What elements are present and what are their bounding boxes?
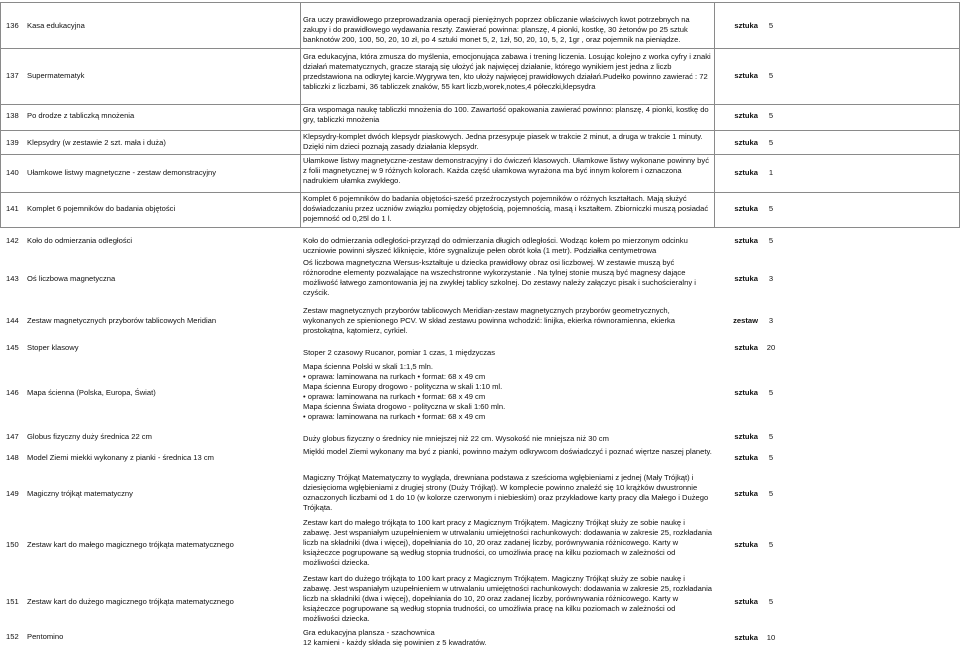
item-name: Pentomino	[27, 632, 64, 641]
item-name: Zestaw kart do małego magicznego trójkąta matematycznego	[27, 540, 234, 549]
item-description: Gra uczy prawidłowego przeprowadzania operacji pieniężnych poprzez obliczanie właściwych kwot potrzebnych na zakupy i do prawidłowego wydawania reszty. Zawierać powinna: planszę, 4 pionki, kostkę, 30 żetonów po 25 sztuk banknotów 200, 100, 50, 20, 10 zł, po 4 sztuki monet 5, 2, 1zł, 50, 20, 10, 5, 2, 1gr , oraz pojemnik na pieniądze.	[303, 15, 690, 44]
quantity: 5	[768, 489, 774, 498]
item-description: Gra wspomaga naukę tabliczki mnożenia do 100. Zawartość opakowania zawierać powinno: planszę, 4 pionki, kostkę do gry, tabliczki mnożenia	[303, 105, 709, 124]
row-number: 143	[6, 274, 19, 283]
row-number: 137	[6, 71, 19, 80]
quantity: 5	[768, 138, 774, 147]
description-line: • oprawa: laminowana na rurkach • format: 68 x 49 cm	[303, 412, 713, 422]
unit-label: sztuka	[734, 236, 758, 245]
item-name: Globus fizyczny duży średnica 22 cm	[27, 432, 152, 441]
item-description: Miękki model Ziemi wykonany ma być z pianki, powinno mażym odkrywcom doświadczyć i poznać więrtze naszej planety.	[303, 447, 712, 456]
row-number: 136	[6, 21, 19, 30]
description-line: Mapa ścienna Świata drogowo - polityczna w skali 1:60 mln.	[303, 402, 506, 411]
table-row	[0, 154, 960, 193]
item-name: Magiczny trójkąt matematyczny	[27, 489, 133, 498]
item-description: Zestaw kart do małego trójkąta to 100 kart pracy z Magicznym Trójkątem. Magiczny Trójkąt służy ze sobie naukę i zabawę. Jest wspaniałym uzupełnieniem w utrwalaniu umiejętności rachunkowych: dodawania w zakresie 25, rozkładania liczb na składniki (dwa i więcej), dopełniania do 10, 20 oraz zadanej liczby, porównywania różnicowego. Karty w książeczce pogrupowane są według stopnia trudności, co umożliwia pracę na kilku poziomach w zależności od możliwości dziecka.	[303, 518, 713, 567]
item-name: Zestaw kart do dużego magicznego trójkąta matematycznego	[27, 597, 234, 606]
row-number: 146	[6, 388, 19, 397]
table-row	[0, 517, 960, 573]
quantity: 5	[768, 453, 774, 462]
row-number: 145	[6, 343, 19, 352]
quantity: 5	[768, 432, 774, 441]
row-number: 147	[6, 432, 19, 441]
item-name: Supermatematyk	[27, 71, 85, 80]
unit-label: sztuka	[734, 274, 758, 283]
item-name: Stoper klasowy	[27, 343, 79, 352]
quantity: 5	[768, 236, 774, 245]
item-description: Koło do odmierzania odległości-przyrząd do odmierzania długich odległości. Wodząc kołem po mierzonym odcinku uczniowie powinni słyszeć kliknięcie, które sygnalizuje pełen obrót koła (1 metr). Podziałka centymetrowa	[303, 236, 688, 255]
quantity: 1	[768, 168, 774, 177]
description-line: • oprawa: laminowana na rurkach • format: 68 x 49 cm	[303, 372, 713, 382]
item-name: Zestaw magnetycznych przyborów tablicowych Meridian	[27, 316, 217, 325]
item-name: Komplet 6 pojemników do badania objętości	[27, 204, 176, 213]
unit-label: sztuka	[734, 453, 758, 462]
item-name: Kasa edukacyjna	[27, 21, 85, 30]
item-description: Stoper 2 czasowy Rucanor, pomiar 1 czas, 1 międzyczas	[303, 348, 496, 357]
item-name: Po drodze z tabliczką mnożenia	[27, 111, 135, 120]
row-number: 152	[6, 632, 19, 641]
item-name: Koło do odmierzania odległości	[27, 236, 133, 245]
quantity: 5	[768, 21, 774, 30]
item-name: Klepsydry (w zestawie 2 szt. mała i duża)	[27, 138, 166, 147]
item-description: Klepsydry-komplet dwóch klepsydr piaskowych. Jedna przesypuje piasek w trakcie 2 minut, a druga w trakcie 1 minuty. Dzięki nim dzieci poznają zasady działania klepsydr.	[303, 132, 703, 151]
quantity: 5	[768, 388, 774, 397]
unit-label: sztuka	[734, 343, 758, 352]
item-description: Magiczny Trójkąt Matematyczny to wygląda, drewniana podstawa z sześcioma wgłębieniami z jednej (Mały Trójkąt) i dziesięcioma wgłębieniami z drugiej strony (Duży Trójkąt). W komplecie powinno znaleźć się 10 krążków dwustronnie oznaczonych liczbami od 1 do 10 (w kolorze czerwonym i niebieskim) oraz przykładowe karty pracy dla Małego i Dużego Trójkąta.	[303, 473, 709, 512]
quantity: 10	[766, 633, 776, 642]
table-row	[0, 104, 960, 131]
table-row	[0, 235, 960, 257]
quantity: 5	[768, 111, 774, 120]
unit-label: sztuka	[734, 633, 758, 642]
item-description: Zestaw magnetycznych przyborów tablicowych Meridian-zestaw magnetycznych przyborów geometrycznych, wykonanych ze spienionego PCV. W skład zestawu powinna wchodzić: linijka, ekierka równoramienna, ekierka prostokątna, kątomierz, cyrkiel.	[303, 306, 676, 335]
item-name: Model Ziemi miekki wykonany z pianki - średnica 13 cm	[27, 453, 214, 462]
table-row	[0, 361, 960, 427]
table-row	[0, 192, 960, 228]
column-divider	[0, 2, 1, 227]
unit-label: sztuka	[734, 204, 758, 213]
column-divider	[714, 2, 715, 227]
item-description: Duży globus fizyczny o średnicy nie mniejszej niż 22 cm. Wysokość nie mniejsza niż 30 cm	[303, 434, 609, 443]
row-number: 150	[6, 540, 19, 549]
table-row	[0, 341, 960, 361]
table-row	[0, 431, 960, 445]
item-description: Komplet 6 pojemników do badania objętości-sześć przeźroczystych pojemników o różnych kształtach. Mają służyć doświadczaniu przez uczniów związku pomiędzy objętością, pojemnością, masą i kształtem. Zbiorniczki muszą posiadać pojemność od 0,25l do 1 l.	[303, 194, 709, 223]
table-row	[0, 446, 960, 472]
row-number: 151	[6, 597, 19, 606]
table-row	[0, 573, 960, 629]
item-description	[303, 362, 713, 426]
table-row	[0, 305, 960, 341]
row-number: 139	[6, 138, 19, 147]
item-description: Gra edukacyjna, która zmusza do myślenia, emocjonująca zabawa i trening liczenia. Losując kolejno z worka cyfry i znaki działań matematycznych, gracze starają się ułożyć jak najwięcej działanie, którego wynikiem jest jedna z liczb przedstawiona na odkrytej karcie.Wygrywa ten, kto ułoży najwięcej prawidłowych działań.Pudełko powinno zawierać : 72 tabliczki z liczbami, 36 tabliczek znaków, 55 kart liczb,worek,notes,4 półeczki,klepsydra	[303, 52, 711, 91]
unit-label: sztuka	[734, 432, 758, 441]
item-description: Ułamkowe listwy magnetyczne-zestaw demonstracyjny i do ćwiczeń klasowych. Ułamkowe listwy wykonane powinny być z folii magnetycznej w 9 różnych kolorach. Każda część ułamkowa wyrażona ma być innym kolorem i oznaczona nadrukiem ułamka zwykłego.	[303, 156, 709, 185]
quantity: 3	[768, 316, 774, 325]
row-number: 141	[6, 204, 19, 213]
table-row	[0, 48, 960, 105]
description-line: • oprawa: laminowana na rurkach • format: 68 x 49 cm	[303, 392, 713, 402]
unit-label: sztuka	[734, 597, 758, 606]
row-number: 138	[6, 111, 19, 120]
item-name: Mapa ścienna (Polska, Europa, Świat)	[27, 388, 156, 397]
unit-label: sztuka	[734, 489, 758, 498]
column-divider	[300, 2, 301, 227]
row-number: 149	[6, 489, 19, 498]
quantity: 5	[768, 71, 774, 80]
unit-label: sztuka	[734, 388, 758, 397]
table-row	[0, 130, 960, 155]
row-number: 142	[6, 236, 19, 245]
row-number: 148	[6, 453, 19, 462]
description-line: Mapa ścienna Europy drogowo - polityczna w skali 1:10 ml.	[303, 382, 503, 391]
item-name: Ułamkowe listwy magnetyczne - zestaw demonstracyjny	[27, 168, 217, 177]
item-description	[303, 628, 713, 650]
quantity: 5	[768, 540, 774, 549]
quantity: 20	[766, 343, 776, 352]
unit-label: zestaw	[733, 316, 758, 325]
quantity: 5	[768, 597, 774, 606]
unit-label: sztuka	[734, 138, 758, 147]
table-row	[0, 2, 960, 49]
unit-label: sztuka	[734, 111, 758, 120]
item-description: Oś liczbowa magnetyczna Wersus-kształtuje u dziecka prawidłowy obraz osi liczbowej. W zestawie muszą być różnorodne elementy pozwalające na wszechstronne wykorzystanie . Na tylnej stonie muszą być magnesy dające możliwość łatwego zamontowania jej na zwykłej tablicy szkolnej. Do zestawy należy załączyc pisak i suchościeralny i czyścik.	[303, 258, 696, 297]
quantity: 5	[768, 204, 774, 213]
description-line: 12 kamieni - każdy składa się powinien z 5 kwadratów.	[303, 638, 487, 647]
item-description: Zestaw kart do dużego trójkąta to 100 kart pracy z Magicznym Trójkątem. Magiczny Trójkąt służy ze sobie naukę i zabawę. Jest wspaniałym uzupełnieniem w utrwalaniu umiejętności rachunkowych: dodawania w zakresie 25, rozkładania liczb na składniki (dwa i więcej), dopełniania do 10, 20 oraz zadanej liczby, porównywania różnicowego. Karty w książeczce pogrupowane są według stopnia trudności, co umożliwia pracę na kilku poziomach w zależności od możliwości dziecka.	[303, 574, 713, 623]
row-number: 144	[6, 316, 19, 325]
item-name: Oś liczbowa magnetyczna	[27, 274, 116, 283]
unit-label: sztuka	[734, 71, 758, 80]
description-line: Mapa ścienna Polski w skali 1:1,5 mln.	[303, 362, 433, 371]
unit-label: sztuka	[734, 540, 758, 549]
table-row	[0, 257, 960, 301]
table-row	[0, 628, 960, 650]
row-number: 140	[6, 168, 19, 177]
description-line: Gra edukacyjna plansza - szachownica	[303, 628, 435, 637]
unit-label: sztuka	[734, 168, 758, 177]
table-row	[0, 472, 960, 517]
quantity: 3	[768, 274, 774, 283]
unit-label: sztuka	[734, 21, 758, 30]
